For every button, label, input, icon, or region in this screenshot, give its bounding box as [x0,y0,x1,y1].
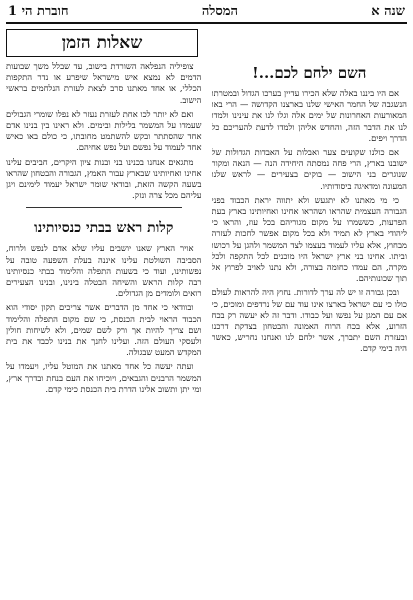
paragraph: אם היו ביננו באלה שלא הכירו עדיין בערכו הגדול ובמטרתו הנשגבה של החמר האישי שלנו בארצנו הקדושה — הרי באו המאורעות האחרונות של ימים אלה וגלו לנו את עינינו ולמדו לנו את הדבר הזה, והחדש אליהן ולמדו לדעת להעריכם כל הדרך ויפים. [211,88,407,143]
paragraph: צופיליה הנפלאה השורדת בישוב, עד שבלל משך שבועות הדמים לא נמצא איש מישראל שיפרע או נדר התקפות הכללי, או אחד מאתנו סרב לצאת לעזרת הנלחמים בראשי הישוב. [6,61,202,105]
paragraph: כי מי מאתנו לא יתגעש ולא יתווה יראת הכבוד בפני הגבורה העצמית שהראו ושהראו אחינו ואחיותינו בארץ בעת הפרעות, כששמרו על מקום מגוריהם בכל עוז, והראו כי ליהודי בארץ לא תמיד ולא בכל מקום אפשר לחכות לעזרה מבחוץ, אלא עליו לעמוד בעצמו לצד המשמר ולהגן על רכושו וביתו. אחינו בני ארץ ישראל היו מוכנים לכל התקפה ולכל מקרה, הם עמדו כחומה בצורה, ולא נתנו לאויב לפרוץ אל תוך שכונותיהם. [211,194,407,284]
main-title: שאלות הזמן [6,29,198,57]
left-section-title: קלות ראש בבתי כנסיותינו [34,220,174,237]
paragraph: ועתה יעשה כל אחד מאתנו את המוטל עליו, ויעמדו על המשמר הרבנים והגבאים, ויוכיחו את העם בנחת ובדרך ארץ, ומי יתן ותשוב אלינו הדרת בית הכנסת כימי קדם. [6,361,202,394]
year-label: שנה א [371,4,405,19]
right-column [212,59,408,398]
right-section-title: השם ילחם לכם...! [252,64,367,82]
paragraph: מתגאים אנחנו בכנינו בני ובנות ציון היקרים, חביבים עלינו אחינו ואחיותינו שבארץ עבור האמץ, הגבורה והבטחון שהראו בשעה הקשה הזאת, ובודאי שומר ישראל יעמוד לימינם ויגן עליהם מכל צרה ונזק. [6,156,202,201]
left-column [6,59,202,398]
paragraph: ובוודאי כי אחד מן הדברים אשר צריכים תקון יסודי הוא הכבוד הראוי לבית הכנסת, כי שם מקום התפלה והלימוד ושם צריך להיות אך ורק לשם שמים, ולא לשיחות חולין ולעסקי העולם הזה. ועלינו לחנך את בנינו לכבד את בית המקדש המעט שבגולה. [6,302,202,358]
issue-label: חוברת הי 1 [8,4,69,19]
paragraph: אם כולנו שקועים צער ואבלות על האבדות הגדולות של ישובנו בארץ, הרי פחה נמסתה היחידה הנה — הנאה ומקור שנוגרים בני הישוב — בוקים בצעירים — לראש שלנו המעונה ומדאיגה ביסודותיו. [211,147,407,191]
paragraph: ואם לא יותר לכו אחת לעזרת נעזר לא נפלו שומרי הגבולים שעמדו על המשמר בלילות ובימים. ולא ראינו בין בנינו אדם אחד שהסתתר ובקש להשתמט מחובתו, כי כולם באו כאיש אחד לעמוד על נפשם ועל נפש אחיהם. [6,108,202,153]
article-columns [6,59,407,398]
paragraph: ובכן גבורה זו יש לה ערך לדורות. נחוץ היה להראות לעולם כולו כי עם ישראל בארצו אינו עוד עם של נרדפים ומוכים, כי אם עם המגן על נפשו ועל כבודו. ודבר זה לא יעשה רק בכח הזרוע, אלא בכח הרוח האמונה והבטחון בצדקת דרכנו ובעזרת השם יתברך, אשר ילחם לנו ואנחנו נחריש, כאשר היה בימי קדם. [211,287,407,354]
journal-name: המסלה [201,4,238,19]
section-divider [26,207,182,208]
paragraph: אויר הארץ שאנו יושבים עליו שלא אדם לנפש ולרוח, הסביבה השולטת עלינו איננה בעלת השפעה טובה על נפשותינו, ועוד כי בשעות התפלה והלימוד בבתי כנסיותינו רבה קלות הראש והשיחה הבטלה בינינו, ובנינו הצעירים רואים ולומדים מן הגדולים. [6,243,202,299]
page-header [6,4,407,22]
